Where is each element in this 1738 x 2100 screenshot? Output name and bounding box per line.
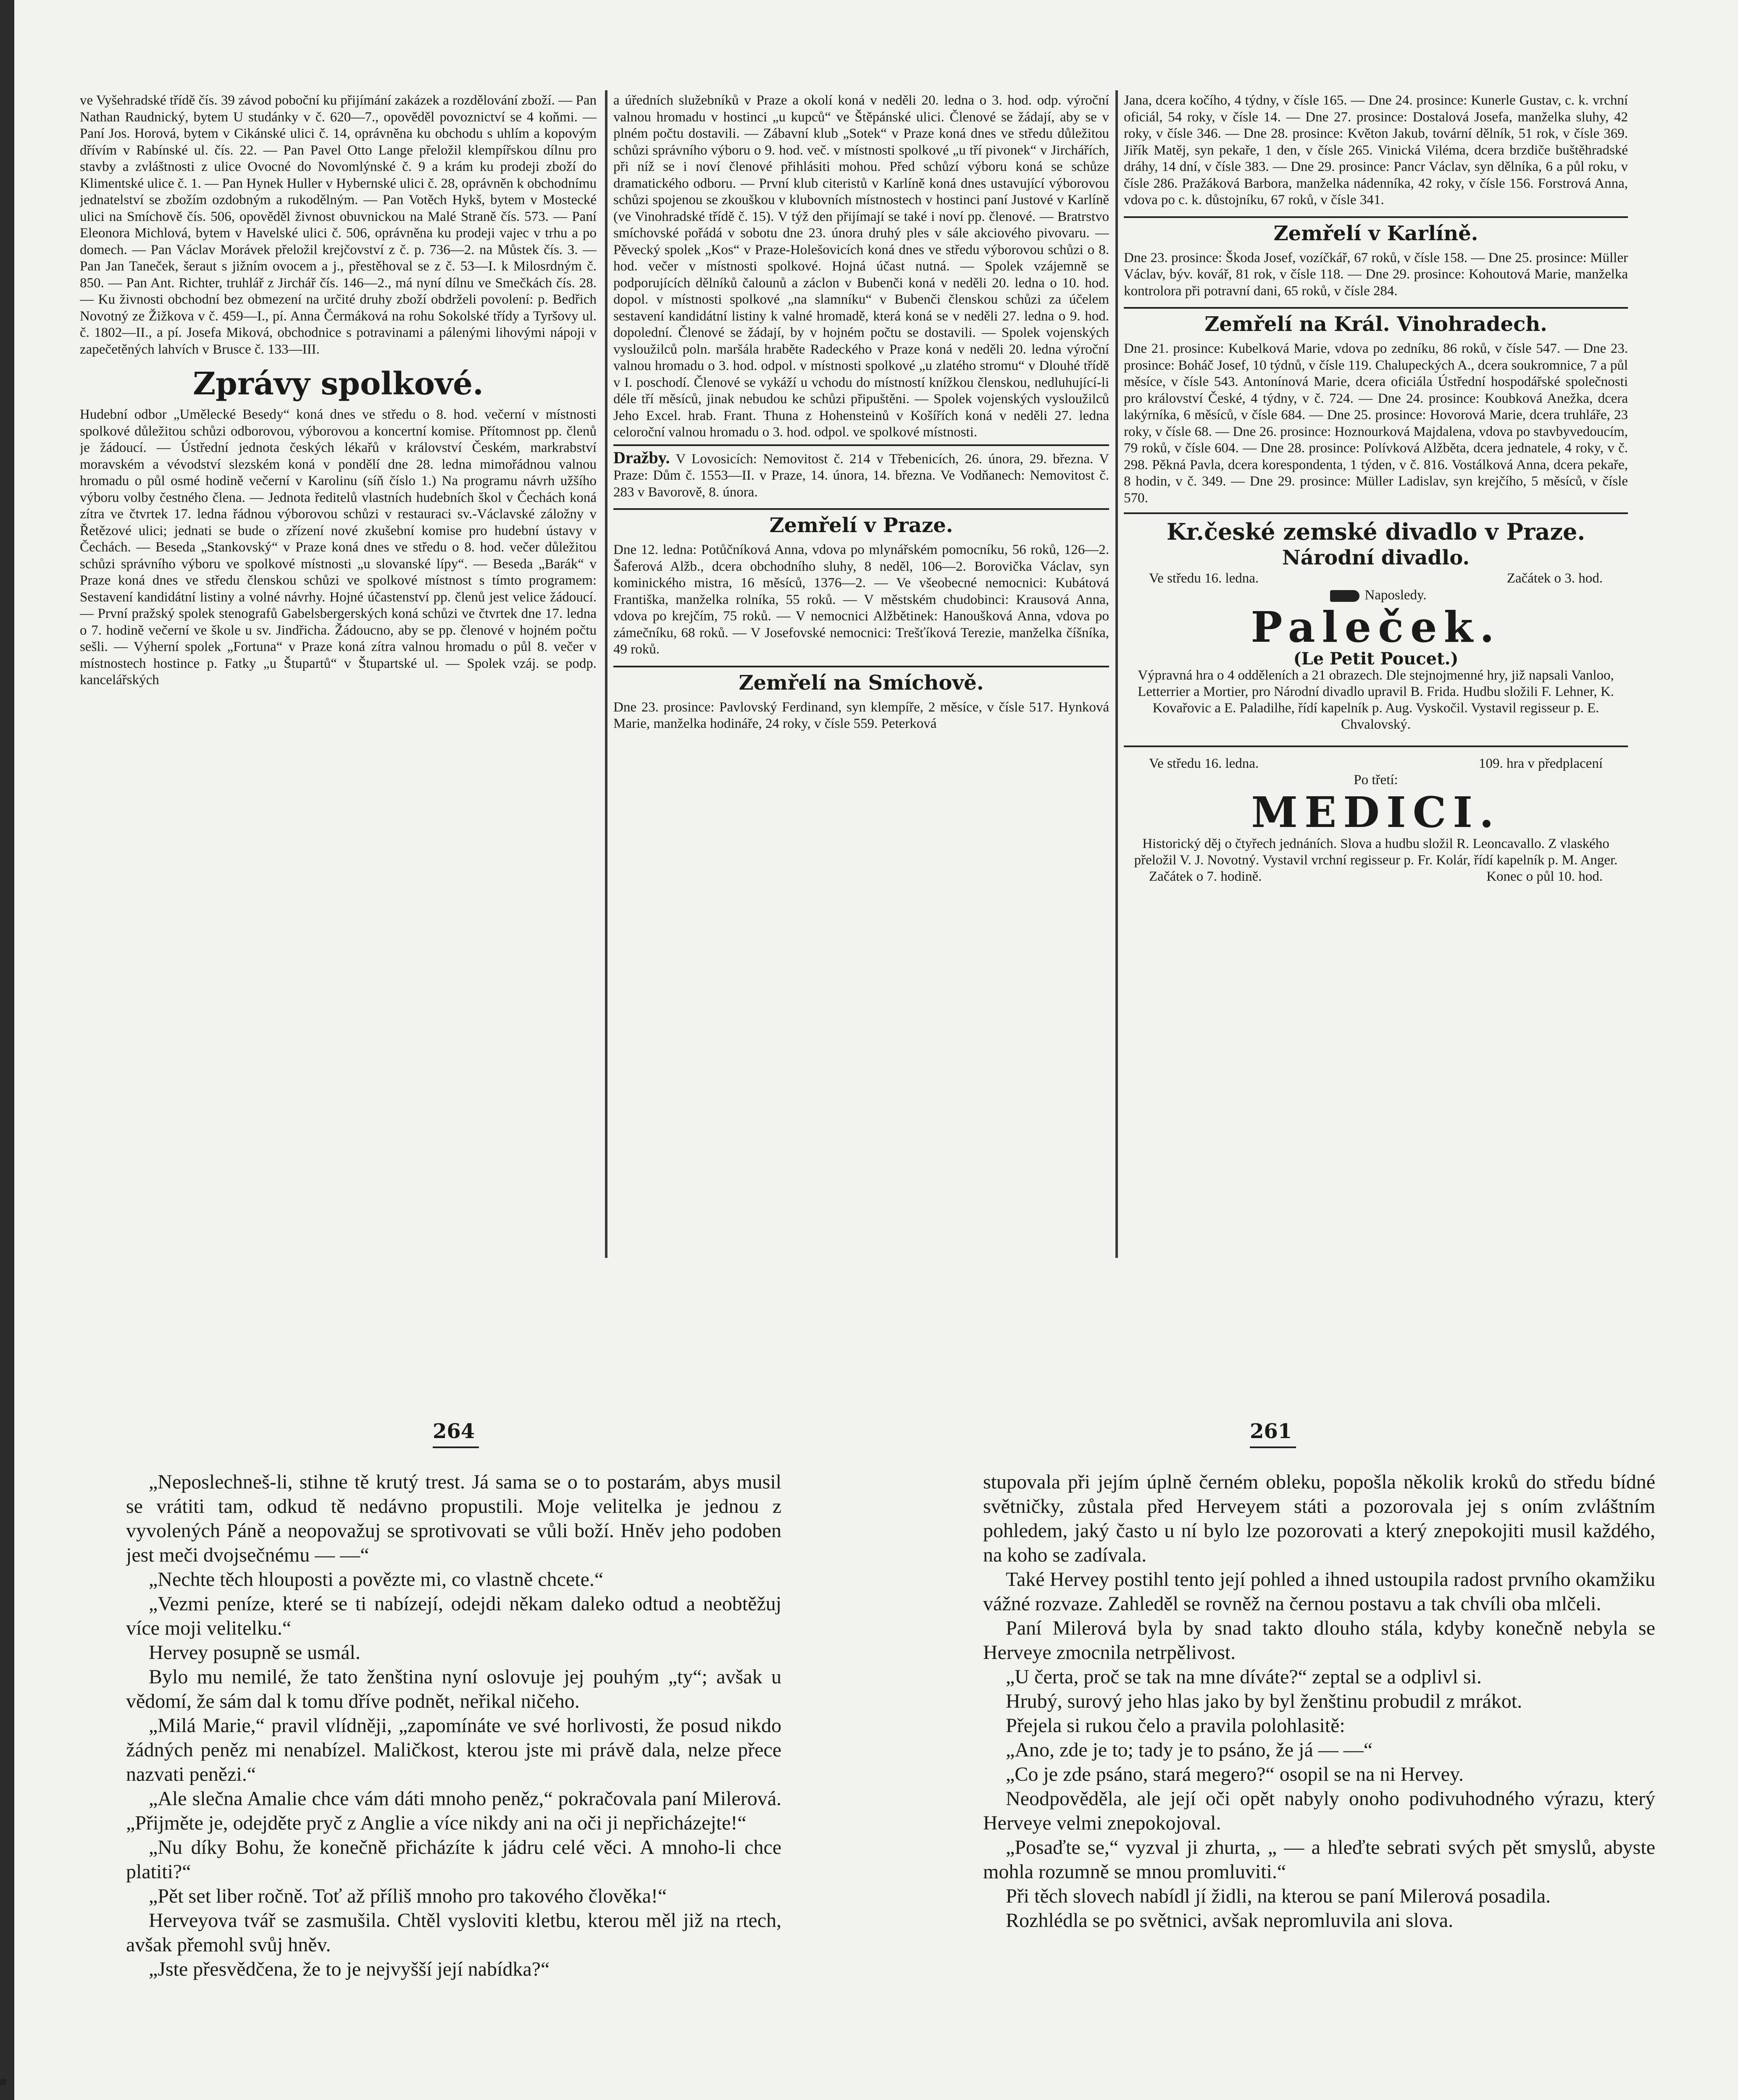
deaths-vinohrady-title: Zemřelí na Král. Vinohradech. xyxy=(1124,307,1628,336)
auctions-label: Dražby. xyxy=(613,448,670,467)
theatre-listing xyxy=(1124,512,1628,885)
novel-left-page xyxy=(126,1470,781,2100)
novel-right-page xyxy=(983,1470,1655,2100)
novel-paragraph: Paní Milerová byla by snad takto dlouho stála, kdyby konečně nebyla se Herveye zmocnila netrpělivost. xyxy=(983,1617,1655,1664)
novel-paragraph: „Co je zde psáno, stará megero?“ osopil se na ni Hervey. xyxy=(1006,1763,1464,1785)
novel-paragraph: „Ale slečna Amalie chce vám dáti mnoho peněz,“ pokračovala paní Milerová. „Přijměte je, odejděte pryč z Anglie a více nikdy ani na oči ji nepřicházejte!“ xyxy=(126,1788,781,1834)
novel-paragraph: „Posaďte se,“ vyzval ji zhurta, „ — a hleďte sebrati svých pět smyslů, abyste mohla rozumně se mnou promluviti.“ xyxy=(983,1836,1655,1883)
novel-paragraph: „Pět set liber ročně. Toť až příliš mnoho pro takového člověka!“ xyxy=(149,1885,667,1907)
deaths-smichov-title: Zemřelí na Smíchově. xyxy=(613,666,1109,695)
column-divider xyxy=(605,90,607,1258)
play-1-description: Výpravná hra o 4 odděleních a 21 obrazech. Dle stejnojmenné hry, již napsali Vanloo, Letterrier a Mortier, pro Národní divadlo upravil B. Frida. Hudbu složili F. Lehner, K. Kovařovic a E. Paladilhe, řídí kapelník p. Aug. Vyskočil. Vystavil regisseur p. E. Chvalovský. xyxy=(1138,667,1614,732)
page-number-right: 261 xyxy=(1250,1420,1296,1448)
auctions-notice xyxy=(613,444,1109,501)
edge-marks xyxy=(0,2079,8,2100)
theatre-title: Kr.české zemské divadlo v Praze. xyxy=(1124,512,1628,545)
lastly-label: Naposledy. xyxy=(1365,587,1427,603)
novel-paragraph: stupovala při jejím úplně černém obleku, popošla několik kroků do středu bídné světničky, zůstala před Herveyem státi a pozorovala jej s oním zvláštním pohledem, jaký často u ní bylo lze pozorovati a který znepokojiti musil každého, na koho se zadívala. xyxy=(983,1471,1655,1566)
performance-1-start: Začátek o 3. hod. xyxy=(1507,571,1603,586)
play-2-title: MEDICI. xyxy=(1251,787,1501,837)
performance-1-date: Ve středu 16. ledna. xyxy=(1149,571,1259,586)
novel-paragraph: Rozhlédla se po světnici, avšak nepromluvila ani slova. xyxy=(1006,1909,1454,1932)
deaths-prague-text: Dne 12. ledna: Potůčníková Anna, vdova po mlynářském pomocníku, 56 roků, 126—2. Šaferová Alžb., dcera obchodního sluhy, 8 neděl, 106—2. Borovička Václav, syn kominického mistra, 16 měsíců, 1376—2. — Ve všeobecné nemocnici: Kubátová Františka, manželka rolníka, 55 roků. — V městském chudobinci: Krausová Anna, vdova po krejčím, 75 roků. — V nemocnici Alžbětinek: Hanoušková Anna, vdova po zámečníku, 68 roků. — V Josefovské nemocnici: Trešťíková Terezie, manželka číšníka, 49 roků. xyxy=(613,542,1109,657)
performance-1-row xyxy=(1124,570,1628,587)
left-page-edge xyxy=(0,0,14,2100)
novel-paragraph: „Nu díky Bohu, že konečně přicházíte k jádru celé věci. A mnoho-li chce platiti?“ xyxy=(126,1836,781,1883)
business-notices: ve Vyšehradské třídě čís. 39 závod poboční ku přijímání zakázek a rozdělování zboží. — Pan Nathan Raudnický, bytem U studánky v č. 620—7., opověděl povoznictví se 4 koňmi. — Paní Jos. Horová, bytem v Cikánské ulici č. 14, oprávněna ku obchodu s uhlím a kopovým dřívím v Rabínské ul. čís. 22. — Pan Pavel Otto Lange přeložil klempířskou dílnu pro stavby a zvláštnosti z ulice Ovocné do Novomlýnské č. 9 a krám ku prodeji zboží do Klimentské ulice č. 1. — Pan Hynek Huller v Hybernské ulici č. 28, oprávněn k obchodnímu jednatelství se zbožím ozdobným a rukodělným. — Pan Votěch Hykš, bytem v Mostecké ulici na Smíchově čís. 506, opověděl živnost obuvnickou na Malé Straně čís. 573. — Paní Eleonora Michlová, bytem v Havelské ulici č. 506, oprávněna ku prodeji vajec v trhu a po domech. — Pan Václav Morávek přeložil krejčovství z č. p. 736—2. na Můstek čís. 3. — Pan Jan Taneček, šeraut s jižním ovocem a j., přestěhoval se z č. 53—I. k Milosrdným č. 850. — Pan Ant. Richter, truhlář z Jirchář čís. 146—2., má nyní dílnu ve Smečkách čís. 28. — Ku živnosti obchodní bez obmezení na určité druhy zboží obdrželi povolení: p. Bedřich Novotný ze Žižkova v č. 459—I., pí. Anna Čermáková na rohu Sokolské třídy a Tyršovy ul. č. 1802—II., a pí. Josefa Miková, obchodnice s potravinami a pálenými lihovými nápoji v zapečetěných lahvích v Brusce č. 133—III. xyxy=(80,93,597,357)
performance-2-subscription: 109. hra v předplacení xyxy=(1478,756,1603,771)
column-divider xyxy=(1115,90,1118,1258)
deaths-karlin-title: Zemřelí v Karlíně. xyxy=(1124,216,1628,246)
deaths-vinohrady-text: Dne 21. prosince: Kubelková Marie, vdova po zedníku, 86 roků, v čísle 547. — Dne 23. prosince: Boháč Josef, 10 týdnů, v čísle 119. Chalupeckých A., dcera soukromnice, 7 a půl měsíce, v čísle 543. Antonínová Marie, dcera oficiála Ústřední hospodářské společnosti pro království České, 4 týdny, v č. 724. — Dne 24. prosince: Koubková Anežka, dcera lakýrníka, 6 měsíců, v čísle 684. — Dne 25. prosince: Hovorová Marie, dcera truhláře, 23 roky, v čísle 68. — Dne 26. prosince: Hoznourková Majdalena, vdova po stavbyvedoucím, 79 roků, v čísle 604. — Dne 28. prosince: Polívková Alžběta, dcera jednatele, 4 roky, v č. 298. Pěkná Pavla, dcera korespondenta, 1 týden, v č. 816. Vostálková Anna, dcera pekaře, 8 hodin, v č. 349. — Dne 29. prosince: Müller Ladislav, syn krejčího, 5 měsíců, v čísle 570. xyxy=(1124,341,1628,506)
novel-paragraph: „Vezmi peníze, které se ti nabízejí, odejdi někam daleko odtud a neobtěžuj více moji velitelku.“ xyxy=(126,1593,781,1639)
performance-2-start: Začátek o 7. hodině. xyxy=(1149,869,1262,884)
column-2 xyxy=(613,92,1109,1268)
page-number-left: 264 xyxy=(433,1420,479,1448)
deaths-karlin-text: Dne 23. prosince: Škoda Josef, vozíčkář, 67 roků, v čísle 158. — Dne 25. prosince: Müller Václav, býv. kovář, 81 rok, v čísle 118. — Dne 29. prosince: Kohoutová Marie, manželka kontrolora při potravní dani, 65 roků, v čísle 284. xyxy=(1124,250,1628,299)
novel-paragraph: Bylo mu nemilé, že tato ženština nyní oslovuje jej pouhým „ty“; avšak u vědomí, že sám dal k tomu dříve podnět, neřikal ničeho. xyxy=(126,1666,781,1712)
novel-paragraph: Při těch slovech nabídl jí židli, na kterou se paní Milerová posadila. xyxy=(1006,1885,1551,1907)
novel-paragraph: „Jste přesvědčena, že to je nejvyšší její nabídka?“ xyxy=(149,1958,550,1980)
novel-paragraph: „Neposlechneš-li, stihne tě krutý trest. Já sama se o to postarám, abys musil se vrátiti tam, odkud tě nedávno propustili. Moje velitelka je jednou z vyvolených Páně a neopovažuj se sprotivovati se vůli boží. Hněv jeho podoben jest meči dvojsečnému — —“ xyxy=(126,1471,781,1566)
performance-2-date: Ve středu 16. ledna. xyxy=(1149,756,1259,771)
auctions-text: V Lovosicích: Nemovitost č. 214 v Třebenicích, 26. února, 29. března. V Praze: Dům č. 1553—II. v Praze, 14. února, 14. března. Ve Vodňanech: Nemovitost č. 283 v Bavorově, 8. února. xyxy=(613,451,1109,500)
novel-paragraph: Hrubý, surový jeho hlas jako by byl ženštinu probudil z mrákot. xyxy=(1006,1690,1522,1712)
novel-paragraph: Herveyova tvář se zasmušila. Chtěl vysloviti kletbu, kterou měl již na rtech, avšak přemohl svůj hněv. xyxy=(126,1909,781,1956)
column-1 xyxy=(80,92,597,1268)
novel-paragraph: Také Hervey postihl tento její pohled a ihned ustoupila radost prvního okamžiku vážné rozvaze. Zahleděl se rovněž na černou postavu a tak chvíli oba mlčeli. xyxy=(983,1568,1655,1615)
third-time-label: Po třetí: xyxy=(1354,772,1398,788)
lastly-line xyxy=(1124,587,1628,604)
deaths-smichov-text: Dne 23. prosince: Pavlovský Ferdinand, syn klempíře, 2 měsíce, v čísle 517. Hynková Marie, manželka hodináře, 24 roky, v čísle 559. Peterková xyxy=(613,699,1109,731)
theatre-subtitle: Národní divadlo. xyxy=(1282,546,1470,570)
novel-paragraph: Neodpověděla, ale její oči opět nabyly onoho podivuhodného výrazu, který Herveye velmi znepokojoval. xyxy=(983,1788,1655,1834)
novel-paragraph: „Nechte těch hlouposti a povězte mi, co vlastně chcete.“ xyxy=(149,1568,604,1591)
play-1-title: Paleček. xyxy=(1251,602,1501,652)
performance-2-row xyxy=(1124,746,1628,772)
novel-paragraph: „Ano, zde je to; tady je to psáno, že já — —“ xyxy=(1006,1739,1373,1761)
pointing-hand-icon xyxy=(1330,590,1359,602)
deaths-smichov-continued: Jana, dcera kočího, 4 týdny, v čísle 165. — Dne 24. prosince: Kunerle Gustav, c. k. vrchní oficiál, 54 roky, v čísle 14. — Dne 27. prosince: Dostalová Josefa, manželka sluhy, 42 roky, v čísle 346. — Dne 28. prosince: Květon Jakub, tovární dělník, 51 rok, v čísle 369. Jiřík Matěj, syn pekaře, 1 den, v čísle 265. Vinická Viléma, dcera brzdiče buštěhradské dráhy, 14 dní, v čísle 383. — Dne 29. prosince: Pancr Václav, syn dělníka, 6 a půl roku, v čísle 286. Pražáková Barbora, manželka nádenníka, 42 roky, v čísle 156. Forstrová Anna, vdova po c. k. důstojníku, 67 roků, v čísle 341. xyxy=(1124,93,1628,207)
deaths-prague-title: Zemřelí v Praze. xyxy=(613,508,1109,538)
novel-paragraph: „Milá Marie,“ pravil vlídněji, „zapomínáte ve své horlivosti, že posud nikdo žádných peněz mi nenabízel. Maličkost, kterou jste mi právě dala, nelze přece nazvati penězi.“ xyxy=(126,1714,781,1785)
performance-2-times xyxy=(1124,869,1628,885)
club-news: Hudební odbor „Umělecké Besedy“ koná dnes ve středu o 8. hod. večerní v místnosti spolkové důležitou schůzi odborovou, výborovou a koncertní komise. Přítomnost pp. členů je žádoucí. — Ústřední jednota českých lékařů v království Českém, markrabství moravském a vévodství slezském koná v pondělí dne 28. ledna mimořádnou valnou hromadu o půl osmé hodině večerní v Karolinu (síň číslo 1.) Na programu návrh užšího výboru volby čestného člena. — Jednota ředitelů vlastních hudebních škol v Čechách koná zítra ve čtvrtek 17. ledna řádnou výborovou schůzi v restauraci sv.-Václavské záložny v Řetězové ulici; jednati se bude o zřízení nové zkušební komise pro hudební ústavy v Čechách. — Beseda „Stankovský“ v Praze koná dnes ve středu o 8. hod. večer důležitou schůzi správního výboru ve spolkové místnosti „u slovanské lípy“. — Beseda „Barák“ v Praze koná dnes ve středu členskou schůzi ve spolkové místnost s tímto programem: Sestavení kandidátní listiny a volné návrhy. Hojné účastenství pp. členů jest velice žádoucí. — První pražský spolek stenografů Gabelsbergerských koná schůzi ve čtvrtek dne 17. ledna o 7. hodině večerní ve škole u sv. Jindřicha. Žádoucno, aby se pp. členové v hojném počtu sešli. — Výherní spolek „Fortuna“ v Praze koná zítra valnou hromadu o půl 8. večer v místnostech hostince p. Fatky „u Štupartů“ v Štupartské ul. — Spolek vzáj. se podp. kancelářských xyxy=(80,407,597,688)
column-3 xyxy=(1124,92,1628,1268)
novel-paragraph: Přejela si rukou čelo a pravila polohlasitě: xyxy=(1006,1714,1345,1737)
play-2-description: Historický děj o čtyřech jednáních. Slova a hudbu složil R. Leoncavallo. Z vlaského přeložil V. J. Novotný. Vystavil vrchní regisseur p. Fr. Kolár, řídí kapelník p. M. Anger. xyxy=(1134,836,1618,868)
play-1-subtitle: (Le Petit Poucet.) xyxy=(1293,649,1459,669)
novel-paragraph: Hervey posupně se usmál. xyxy=(149,1641,360,1664)
performance-2-end: Konec o půl 10. hod. xyxy=(1486,869,1603,884)
club-news-continued: a úředních služebníků v Praze a okolí koná v neděli 20. ledna o 3. hod. odp. výroční valnou hromadu v hostinci „u kupců“ ve Štěpánské ulici. Členové se žádají, aby se v plném počtu dostavili. — Zábavní klub „Sotek“ v Praze koná dnes ve středu důležitou schůzi správního výboru o 9. hod. več. v místnosti spolkové „u tří pivonek“ v Jirchářích, při níž se i noví členové přihlásiti mohou. Před schůzí výboru koná se schůze dramatického odboru. — První klub citeristů v Karlíně koná dnes ustavující výborovou schůzi spojenou se zkouškou v klubovních místnostech v hostinci paní Justové v Karlíně (ve Vinohradské třídě č. 15). V týž den přijímají se také i noví pp. členové. — Bratrstvo smíchovské pořádá v sobotu dne 23. února druhý ples v sále akciového pivovaru. — Pěvecký spolek „Kos“ v Praze-Holešovicích koná dnes ve středu výborovou schůzi o 8. hod. večer v místnosti spolkové. Hojná účast nutná. — Spolek vzájemně se podporujících dělníků čalounů a záclon v Bubenči koná v neděli 20. ledna o 10. hod. dopol. v místnosti spolkové „na slamníku“ v Bubenči členskou schůzi za účelem sestavení kandidátní listiny k valné hromadě, která koná se v neděli 27. ledna o 9. hod. dopolední. Členové se žádají, by v hojném počtu se dostavili. — Spolek vojenských vysloužilců poln. maršála hraběte Radeckého v Praze koná v neděli 20. ledna výroční valnou hromadu o 3. hod. odpol. v místnosti spolkové „u zlatého stromu“ v Dlouhé třídě v I. poschodí. Členové se vykáží u vchodu do místností knížkou členskou, nedluhující-li déle tří měsíců, jinak nebudou ke schůzi připuštěni. — Spolek vojenských vysloužilců Jeho Excel. hrab. Frant. Thuna z Hohensteinů v Košířích koná v neděli 27. ledna celoroční valnou hromadu o 3. hod. odpol. ve spolkové místnosti. xyxy=(613,93,1109,440)
novel-paragraph: „U čerta, proč se tak na mne díváte?“ zeptal se a odplivl si. xyxy=(1006,1666,1482,1688)
section-title-spolky: Zprávy spolkové. xyxy=(193,366,484,402)
